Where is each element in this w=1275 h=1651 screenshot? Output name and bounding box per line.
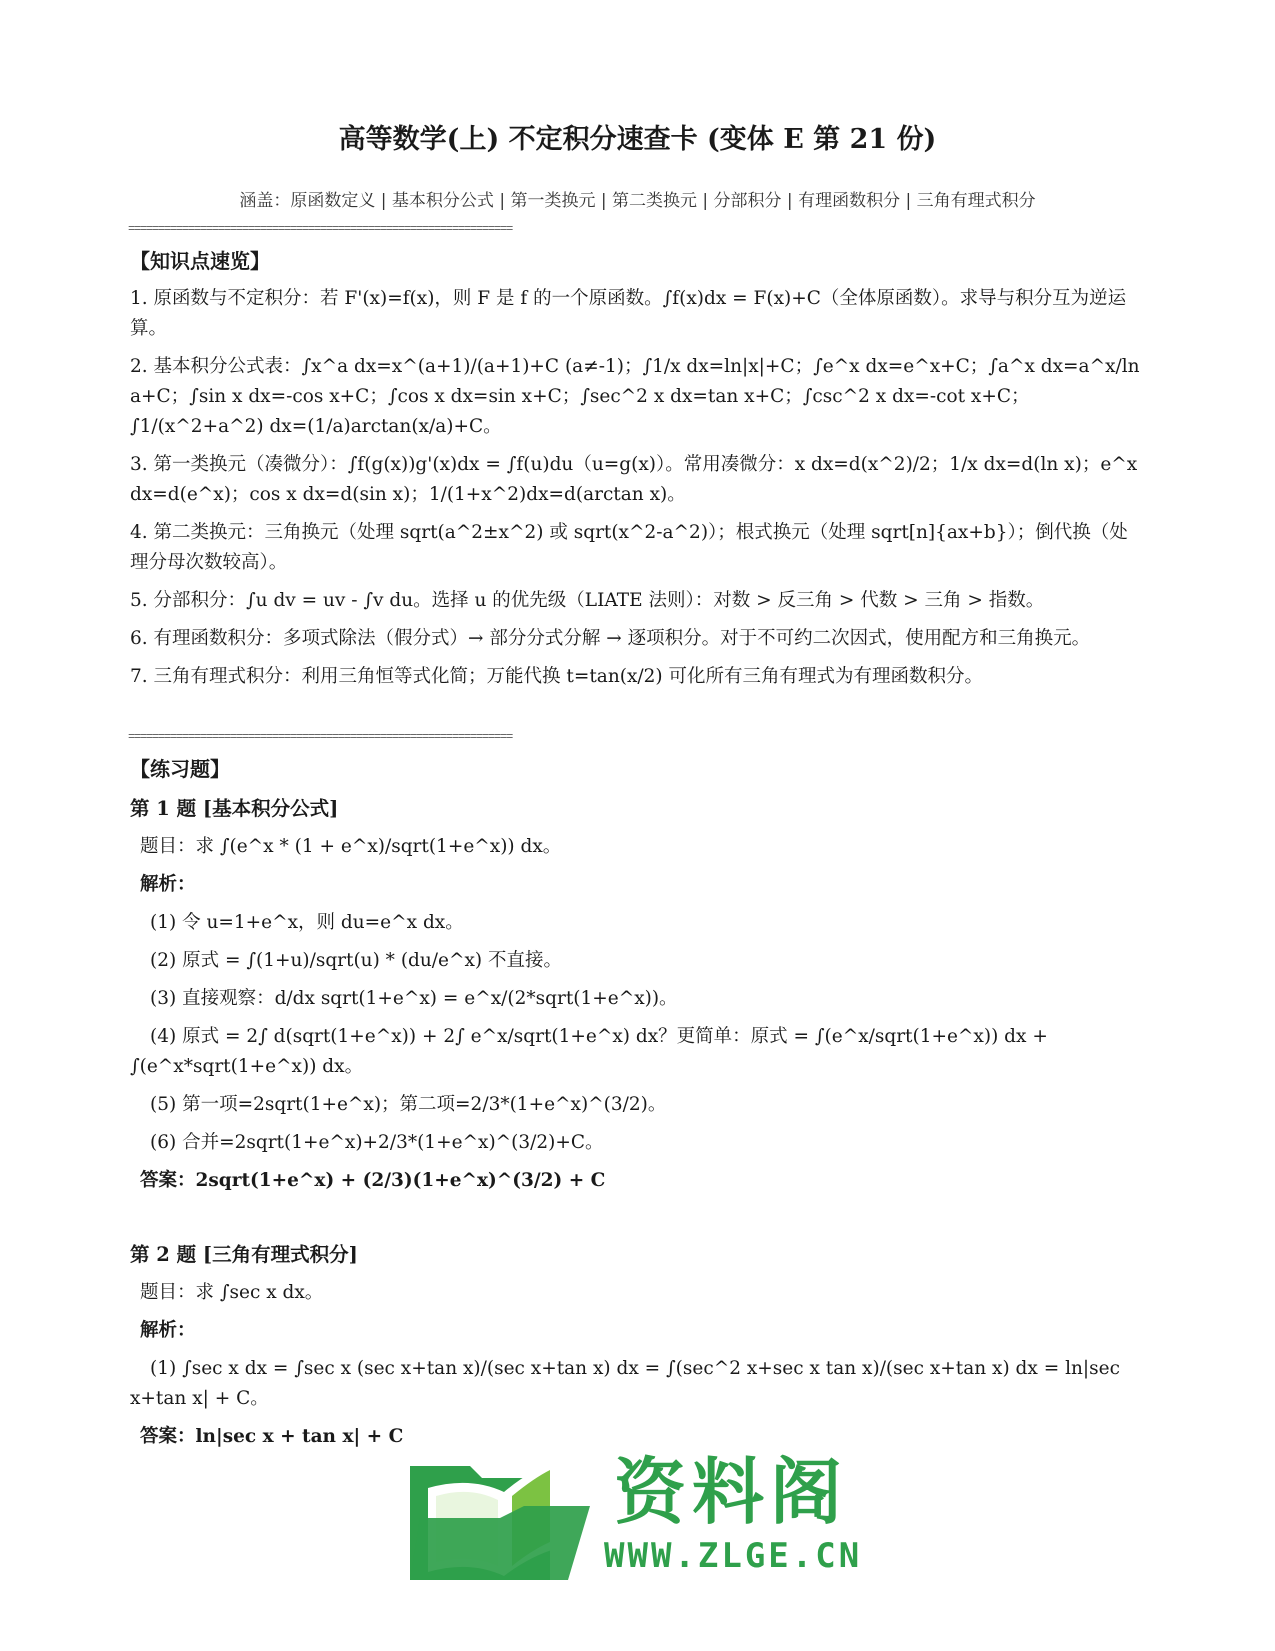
question-2-answer-label: 答案： xyxy=(140,1426,196,1447)
practice-section xyxy=(130,754,1145,1452)
question-1-step-3: (3) 直接观察：d/dx sqrt(1+e^x) = e^x/(2*sqrt(1+e^x))。 xyxy=(150,988,678,1009)
knowledge-point-7: 7. 三角有理式积分：利用三角恒等式化简；万能代换 t=tan(x/2) 可化所有三角有理式为有理函数积分。 xyxy=(130,666,983,687)
practice-heading: 【练习题】 xyxy=(130,757,230,781)
knowledge-heading: 【知识点速览】 xyxy=(130,249,270,273)
page-title: 高等数学(上) 不定积分速查卡 (变体 E 第 21 份) xyxy=(338,124,937,155)
book-folder-icon xyxy=(400,1448,600,1588)
knowledge-point-2: 2. 基本积分公式表：∫x^a dx=x^(a+1)/(a+1)+C (a≠-1)；∫1/x dx=ln|x|+C；∫e^x dx=e^x+C；∫a^x dx=a^x/ln a+C；∫sin x dx=-cos x+C；∫cos x dx=sin x+C；∫sec^2 x dx=tan x+C；∫csc^2 x dx=-cot x+C；∫1/(x^2+a^2) dx=(1/a)arctan(x/a)+C。 xyxy=(130,356,1140,437)
question-2-title: 第 2 题 [三角有理式积分] xyxy=(130,1243,358,1266)
question-1-answer-label: 答案： xyxy=(140,1170,196,1191)
watermark-logo xyxy=(400,1448,880,1588)
question-1-title: 第 1 题 [基本积分公式] xyxy=(130,797,339,820)
knowledge-point-5: 5. 分部积分：∫u dv = uv - ∫v du。选择 u 的优先级（LIATE 法则）：对数 > 反三角 > 代数 > 三角 > 指数。 xyxy=(130,590,1045,611)
question-1-step-4: (4) 原式 = 2∫ d(sqrt(1+e^x)) + 2∫ e^x/sqrt(1+e^x) dx？更简单：原式 = ∫(e^x/sqrt(1+e^x)) dx + ∫(e^x*sqrt(1+e^x)) dx。 xyxy=(130,1026,1048,1077)
question-1-answer-value: 2sqrt(1+e^x) + (2/3)(1+e^x)^(3/2) + C xyxy=(195,1170,606,1191)
knowledge-point-4: 4. 第二类换元：三角换元（处理 sqrt(a^2±x^2) 或 sqrt(x^2-a^2)）；根式换元（处理 sqrt[n]{ax+b}）；倒代换（处理分母次数较高）。 xyxy=(130,522,1128,573)
knowledge-point-1: 1. 原函数与不定积分：若 F'(x)=f(x)，则 F 是 f 的一个原函数。∫f(x)dx = F(x)+C（全体原函数）。求导与积分互为逆运算。 xyxy=(130,288,1127,339)
question-2-step-1: (1) ∫sec x dx = ∫sec x (sec x+tan x)/(sec x+tan x) dx = ∫(sec^2 x+sec x tan x)/(sec x+tan x) dx = ln|sec x+tan x| + C。 xyxy=(130,1358,1120,1409)
question-1-step-6: (6) 合并=2sqrt(1+e^x)+2/3*(1+e^x)^(3/2)+C。 xyxy=(150,1132,604,1153)
question-1-step-5: (5) 第一项=2sqrt(1+e^x)；第二项=2/3*(1+e^x)^(3/2)。 xyxy=(150,1094,667,1115)
watermark-name: 资料阁 xyxy=(614,1450,849,1534)
separator-top: ================================================================ xyxy=(128,222,513,236)
question-1 xyxy=(130,794,1145,1196)
question-1-answer xyxy=(130,1166,1145,1196)
watermark-url: WWW.ZLGE.CN xyxy=(604,1536,863,1576)
question-1-step-1: (1) 令 u=1+e^x，则 du=e^x dx。 xyxy=(150,912,464,933)
question-1-analysis-label: 解析： xyxy=(140,874,196,895)
coverage-line: 涵盖：原函数定义 | 基本积分公式 | 第一类换元 | 第二类换元 | 分部积分 | 有理函数积分 | 三角有理式积分 xyxy=(239,191,1036,211)
question-2-answer-value: ln|sec x + tan x| + C xyxy=(195,1426,404,1447)
separator-middle: ================================================================ xyxy=(128,730,513,744)
question-1-step-2: (2) 原式 = ∫(1+u)/sqrt(u) * (du/e^x) 不直接。 xyxy=(150,950,563,971)
question-1-text: 题目：求 ∫(e^x * (1 + e^x)/sqrt(1+e^x)) dx。 xyxy=(140,836,562,857)
knowledge-section xyxy=(130,246,1145,692)
question-2-analysis-label: 解析： xyxy=(140,1320,196,1341)
knowledge-point-3: 3. 第一类换元（凑微分）：∫f(g(x))g'(x)dx = ∫f(u)du（u=g(x)）。常用凑微分：x dx=d(x^2)/2；1/x dx=d(ln x)；e^x dx=d(e^x)；cos x dx=d(sin x)；1/(1+x^2)dx=d(arctan x)。 xyxy=(130,454,1138,505)
knowledge-point-6: 6. 有理函数积分：多项式除法（假分式）→ 部分分式分解 → 逐项积分。对于不可约二次因式，使用配方和三角换元。 xyxy=(130,628,1091,649)
question-2-text: 题目：求 ∫sec x dx。 xyxy=(140,1282,324,1303)
question-2 xyxy=(130,1240,1145,1452)
